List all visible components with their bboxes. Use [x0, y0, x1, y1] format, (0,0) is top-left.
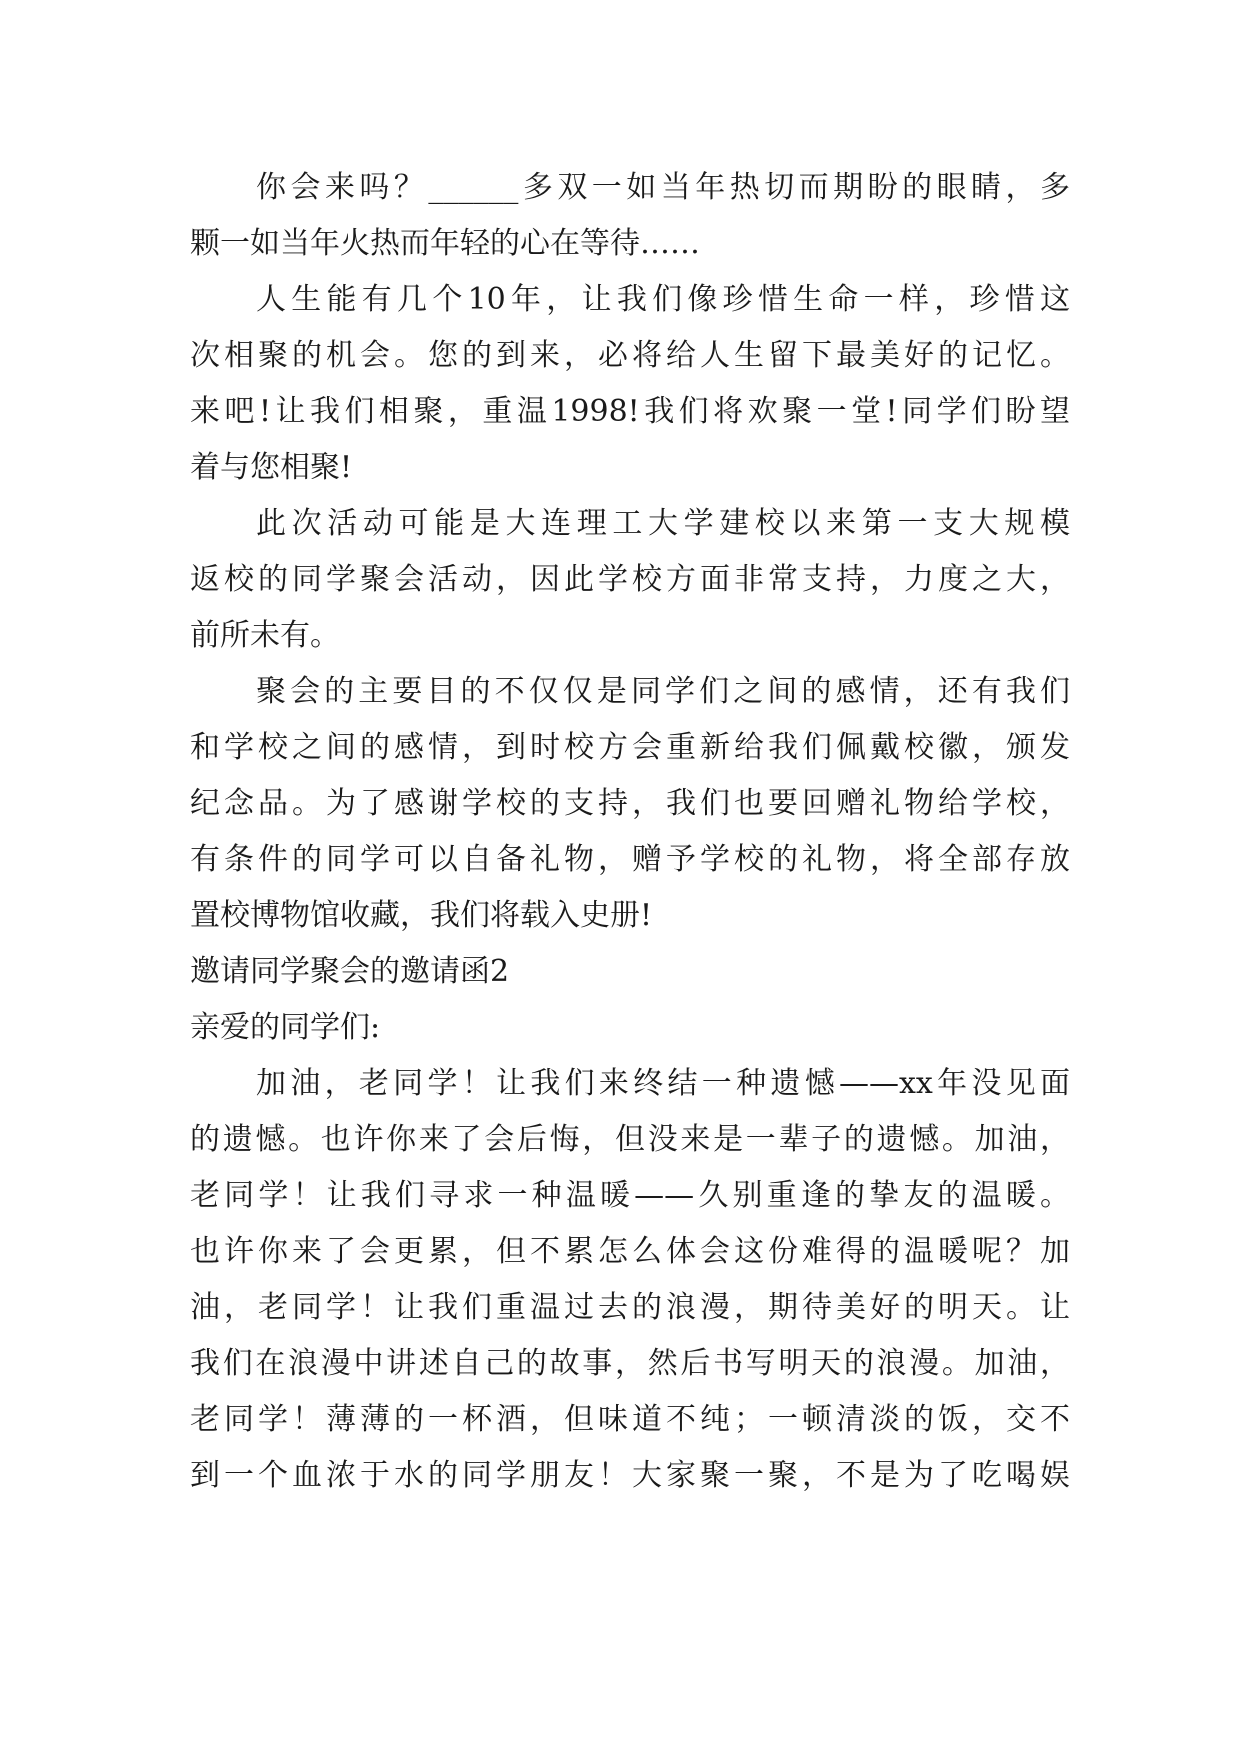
text-line: 次相聚的机会。您的到来，必将给人生留下最美好的记忆。 [190, 338, 1070, 373]
text-line: 油，老同学！让我们重温过去的浪漫，期待美好的明天。让 [190, 1290, 1070, 1325]
text-line: 你会来吗？______多双一如当年热切而期盼的眼睛，多 [256, 170, 1070, 205]
text-line: 的遗憾。也许你来了会后悔，但没来是一辈子的遗憾。加油， [190, 1122, 1070, 1157]
text-line: 和学校之间的感情，到时校方会重新给我们佩戴校徽，颁发 [190, 730, 1070, 765]
text-line: 有条件的同学可以自备礼物，赠予学校的礼物，将全部存放 [190, 842, 1070, 877]
text-line: 也许你来了会更累，但不累怎么体会这份难得的温暖呢？加 [190, 1234, 1070, 1269]
text-line: 着与您相聚! [190, 450, 353, 485]
text-line: 此次活动可能是大连理工大学建校以来第一支大规模 [256, 506, 1070, 541]
text-line: 置校博物馆收藏，我们将载入史册! [190, 898, 653, 933]
text-line: 加油，老同学！让我们来终结一种遗憾——xx年没见面 [256, 1066, 1070, 1101]
text-line: 颗一如当年火热而年轻的心在等待…… [190, 226, 700, 261]
text-line: 返校的同学聚会活动，因此学校方面非常支持，力度之大， [190, 562, 1070, 597]
text-line: 我们在浪漫中讲述自己的故事，然后书写明天的浪漫。加油， [190, 1346, 1070, 1381]
text-line: 纪念品。为了感谢学校的支持，我们也要回赠礼物给学校， [190, 786, 1070, 821]
text-line: 来吧!让我们相聚，重温1998!我们将欢聚一堂!同学们盼望 [190, 394, 1070, 429]
text-line: 前所未有。 [190, 618, 340, 653]
text-line: 老同学！让我们寻求一种温暖——久别重逢的挚友的温暖。 [190, 1178, 1070, 1213]
text-line: 聚会的主要目的不仅仅是同学们之间的感情，还有我们 [256, 674, 1070, 709]
salutation: 亲爱的同学们: [190, 1010, 381, 1045]
section-title: 邀请同学聚会的邀请函2 [190, 954, 510, 989]
text-line: 到一个血浓于水的同学朋友！大家聚一聚，不是为了吃喝娱 [190, 1458, 1070, 1493]
text-line: 人生能有几个10年，让我们像珍惜生命一样，珍惜这 [256, 282, 1070, 317]
text-line: 老同学！薄薄的一杯酒，但味道不纯；一顿清淡的饭，交不 [190, 1402, 1070, 1437]
